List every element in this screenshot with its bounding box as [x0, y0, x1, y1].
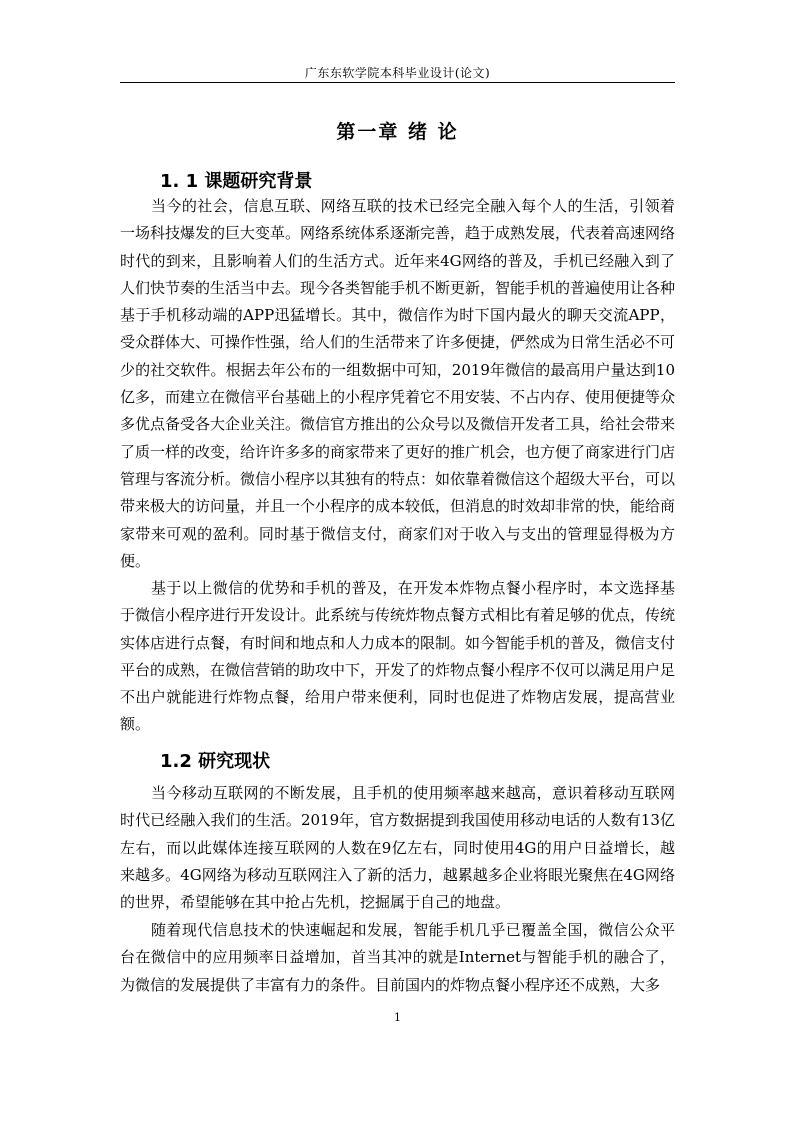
page-number: 1	[394, 1011, 401, 1024]
running-header: 广东东软学院本科毕业设计(论文)	[304, 66, 491, 80]
paragraph-status-2: 随着现代信息技术的快速崛起和发展，智能手机几乎已覆盖全国，微信公众平台在微信中的应用频率日益增加，首当其冲的就是Internet与智能手机的融合了，为微信的发展提供了丰富有力的条件。目前国内的炸物点餐小程序还不成熟，大多	[120, 921, 675, 994]
chapter-title: 第一章 绪 论	[336, 121, 459, 143]
paragraph-background-2: 基于以上微信的优势和手机的普及，在开发本炸物点餐小程序时，本文选择基于微信小程序进行开发设计。此系统与传统炸物点餐方式相比有着足够的优点，传统实体店进行点餐，有时间和地点和人力成本的限制。如今智能手机的普及，微信支付平台的成熟，在微信营销的助攻中下，开发了的炸物点餐小程序不仅可以满足用户足不出户就能进行炸物点餐，给用户带来便利，同时也促进了炸物店发展，提高营业额。	[120, 579, 676, 734]
section-heading-1-1: 1. 1 课题研究背景	[160, 171, 313, 192]
paragraph-background-1: 当今的社会，信息互联、网络互联的技术已经完全融入每个人的生活，引领着一场科技爆发的巨大变革。网络系统体系逐渐完善，趋于成熟发展，代表着高速网络时代的到来，且影响着人们的生活方式。近年来4G网络的普及，手机已经融入到了人们快节奏的生活当中去。现今各类智能手机不断更新，智能手机的普遍使用让各种基于手机移动端的APP迅猛增长。其中，微信作为时下国内最火的聊天交流APP，受众群体大、可操作性强，给人们的生活带来了许多便捷，俨然成为日常生活必不可少的社交软件。根据去年公布的一组数据中可知，2019年微信的最高用户量达到10亿多，而建立在微信平台基础上的小程序凭着它不用安装、不占内存、使用便捷等众多优点备受各大企业关注。微信官方推出的公众号以及微信开发者工具，给社会带来了质一样的改变，给许许多多的商家带来了更好的推广机会，也方便了商家进行门店管理与客流分析。微信小程序以其独有的特点：如依靠着微信这个超级大平台，可以带来极大的访问量，并且一个小程序的成本较低，但消息的时效却非常的快，能给商家带来可观的盈利。同时基于微信支付，商家们对于收入与支出的管理显得极为方便。	[120, 197, 676, 570]
section-heading-1-2: 1.2 研究现状	[160, 751, 271, 772]
paragraph-status-1: 当今移动互联网的不断发展，且手机的使用频率越来越高，意识着移动互联网时代已经融入我们的生活。2019年，官方数据提到我国使用移动电话的人数有13亿左右，而以此媒体连接互联网的人数在9亿左右，同时使用4G的用户日益增长，越来越多。4G网络为移动互联网注入了新的活力，越累越多企业将眼光聚焦在4G网络的世界，希望能够在其中抢占先机，挖掘属于自己的地盘。	[120, 784, 675, 912]
header-rule	[120, 82, 675, 83]
